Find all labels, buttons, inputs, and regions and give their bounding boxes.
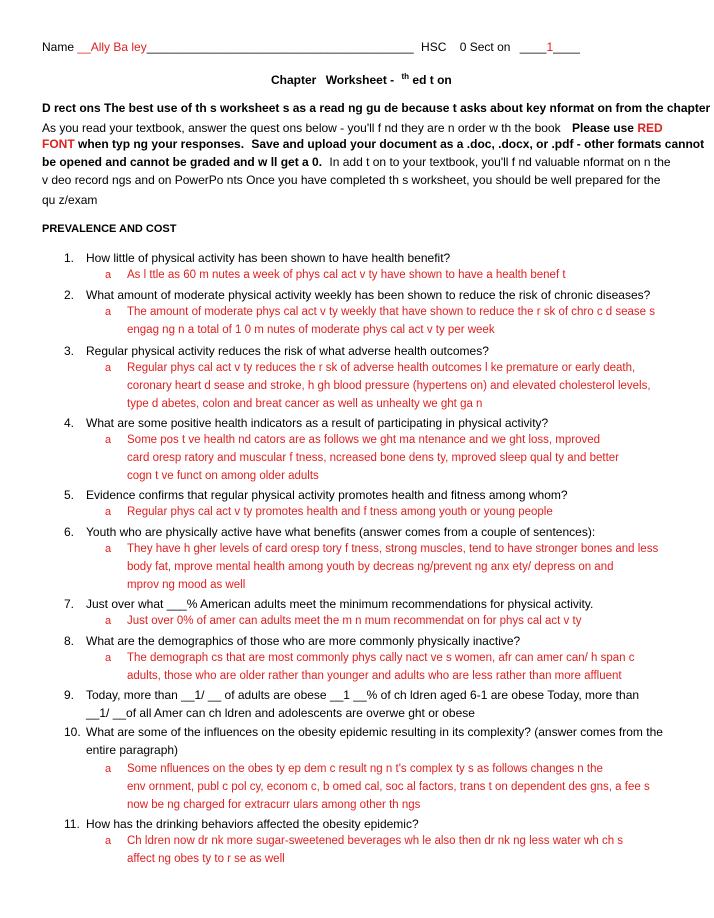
answer-3[interactable] xyxy=(105,359,651,413)
directions-line-5: v deo record ngs and on PowerPo nts Once you have completed th s worksheet, you should be well prepared for the xyxy=(42,173,661,187)
name-label: Name xyxy=(42,40,75,54)
question-10-cont xyxy=(86,743,178,757)
question-number: 2. xyxy=(64,288,75,302)
question-text: __1/ __of all Amer can ch ldren and adolescents are overwe ght or obese xyxy=(86,706,475,720)
name-row xyxy=(42,40,580,55)
answer-line: now be ng charged for extracurr ulars among other th ngs xyxy=(127,799,421,811)
answer-line: Ch ldren now dr nk more sugar-sweetened beverages wh le also then dr nk ng less water wh ch s xyxy=(127,835,624,847)
answer-8[interactable] xyxy=(105,649,635,685)
question-text: What amount of moderate physical activity weekly has been shown to reduce the risk of chronic diseases? xyxy=(86,288,651,302)
answer-6[interactable] xyxy=(105,540,658,594)
question-number: 8. xyxy=(64,634,75,648)
answer-line: engag ng n a total of 1 0 m nutes of moderate phys cal act v ty per week xyxy=(127,324,495,336)
question-number: 1. xyxy=(64,251,75,265)
answer-line: As l ttle as 60 m nutes a week of phys cal act v ty have shown to have a health benef t xyxy=(127,269,566,281)
directions-line-1: D rect ons The best use of th s worksheet s as a read ng gu de because t asks about key nformat on from the chapter xyxy=(42,101,711,115)
section-label: 0 Sect on xyxy=(459,40,511,54)
question-text: Regular physical activity reduces the risk of what adverse health outcomes? xyxy=(86,344,489,358)
student-name[interactable]: __Ally Ba ley xyxy=(77,40,147,54)
title-sup: th xyxy=(401,72,410,81)
answer-letter: a xyxy=(105,652,112,664)
directions-line-4: be opened and cannot be graded and w ll get a 0. In add t on to your textbook, you'll f nd valuable nformat on n the xyxy=(42,155,671,169)
answer-line: affect ng obes ty to r se as well xyxy=(127,853,285,865)
answer-7[interactable] xyxy=(105,612,581,630)
answer-line: cogn t ve funct on among older adults xyxy=(127,470,319,482)
question-11 xyxy=(64,817,419,831)
answer-line: Some pos t ve health nd cators are as follows we ght ma ntenance and we ght loss, mproved xyxy=(127,434,601,446)
section-value[interactable]: 1 xyxy=(546,40,554,54)
answer-1[interactable] xyxy=(105,266,566,284)
question-text: What are the demographics of those who are more commonly physically inactive? xyxy=(86,634,521,648)
answer-line: They have h gher levels of card oresp tory f tness, strong muscles, tend to have stronger bones and less xyxy=(127,543,659,555)
title-worksheet: Worksheet - xyxy=(325,73,395,87)
name-underline: ________________________________________ xyxy=(146,40,414,54)
answer-line: body fat, mprove mental health among youth by decreas ng/prevent ng anx ety/ depress on and xyxy=(127,561,614,573)
answer-2[interactable] xyxy=(105,303,655,339)
section-blank-pre: ____ xyxy=(519,40,547,54)
directions-line-6: qu z/exam xyxy=(42,193,98,207)
answer-5[interactable] xyxy=(105,503,553,521)
question-10 xyxy=(64,725,663,739)
answer-line: coronary heart d sease and stroke, h gh blood pressure (hypertens on) and elevated cholesterol levels, xyxy=(127,380,651,392)
question-text: What are some positive health indicators as a result of participating in physical activity? xyxy=(86,416,549,430)
question-text: Just over what ___% American adults meet the minimum recommendations for physical activity. xyxy=(86,597,594,611)
question-text: Evidence confirms that regular physical activity promotes health and fitness among whom? xyxy=(86,488,568,502)
answer-line: The demograph cs that are most commonly phys cally nact ve s women, afr can amer can/ h span c xyxy=(127,652,635,664)
question-4 xyxy=(64,416,548,430)
page-title xyxy=(271,73,452,88)
question-text: Youth who are physically active have what benefits (answer comes from a couple of sentences): xyxy=(86,525,596,539)
section-heading: PREVALENCE AND COST xyxy=(42,223,177,235)
question-number: 9. xyxy=(64,688,75,702)
question-5 xyxy=(64,488,568,502)
answer-line: type d abetes, colon and breat cancer as well as unhealty we ght ga n xyxy=(127,398,483,410)
question-text: Today, more than __1/ __ of adults are obese __1 __% of ch ldren aged 6-1 are obese Today, more than xyxy=(86,688,640,702)
directions-line-3: FONT when typ ng your responses. Save and upload your document as a .doc, .docx, or .pdf - other formats cannot xyxy=(42,137,705,151)
answer-letter: a xyxy=(105,306,112,318)
directions-line-2: As you read your textbook, answer the quest ons below - you'll f nd they are n order w th the book Please use RED xyxy=(42,121,663,135)
question-text: What are some of the influences on the obesity epidemic resulting in its complexity? (answer comes from the xyxy=(86,725,663,739)
answer-line: Regular phys cal act v ty promotes health and f tness among youth or young people xyxy=(127,506,553,518)
question-text: How has the drinking behaviors affected the obesity epidemic? xyxy=(86,817,419,831)
question-number: 11. xyxy=(64,817,80,831)
question-2 xyxy=(64,288,650,302)
question-number: 5. xyxy=(64,488,75,502)
answer-line: Some nfluences on the obes ty ep dem c result ng n t's complex ty s as follows changes n the xyxy=(127,763,603,775)
answer-4[interactable] xyxy=(105,431,619,485)
question-7 xyxy=(64,597,593,611)
question-9-cont xyxy=(86,706,475,720)
answer-letter: a xyxy=(105,543,112,555)
answer-letter: a xyxy=(105,362,112,374)
question-text: entire paragraph) xyxy=(86,743,179,757)
title-edition: ed t on xyxy=(412,73,452,87)
answer-letter: a xyxy=(105,434,112,446)
answer-line: Regular phys cal act v ty reduces the r sk of adverse health outcomes l ke premature or early death, xyxy=(127,362,636,374)
section-blank-post: ____ xyxy=(553,40,580,54)
course-label: HSC xyxy=(421,40,447,54)
question-text: How little of physical activity has been shown to have health benefit? xyxy=(86,251,451,265)
question-9 xyxy=(64,688,639,702)
answer-letter: a xyxy=(105,763,112,775)
question-6 xyxy=(64,525,595,539)
answer-letter: a xyxy=(105,269,112,281)
question-number: 10. xyxy=(64,725,81,739)
answer-line: adults, those who are older rather than younger and adults who are less rather than more affluent xyxy=(127,670,622,682)
question-1 xyxy=(64,251,450,265)
question-3 xyxy=(64,344,489,358)
answer-line: env ornment, publ c pol cy, econom c, b omed cal, soc al factors, trans t on dependent des gns, a fee s xyxy=(127,781,650,793)
question-8 xyxy=(64,634,520,648)
answer-line: Just over 0% of amer can adults meet the m n mum recommendat on for phys cal act v ty xyxy=(127,615,582,627)
question-number: 7. xyxy=(64,597,75,611)
question-number: 6. xyxy=(64,525,75,539)
answer-line: card oresp ratory and muscular f tness, ncreased bone dens ty, mproved sleep qual ty and better xyxy=(127,452,620,464)
title-chapter: Chapter xyxy=(271,73,317,87)
answer-line: The amount of moderate phys cal act v ty weekly that have shown to reduce the r sk of chro c d sease s xyxy=(127,306,655,318)
answer-line: mprov ng mood as well xyxy=(127,579,246,591)
answer-letter: a xyxy=(105,615,112,627)
answer-letter: a xyxy=(105,506,112,518)
question-number: 3. xyxy=(64,344,75,358)
answer-10[interactable] xyxy=(105,760,650,814)
answer-letter: a xyxy=(105,835,112,847)
question-number: 4. xyxy=(64,416,75,430)
answer-11[interactable] xyxy=(105,832,623,868)
